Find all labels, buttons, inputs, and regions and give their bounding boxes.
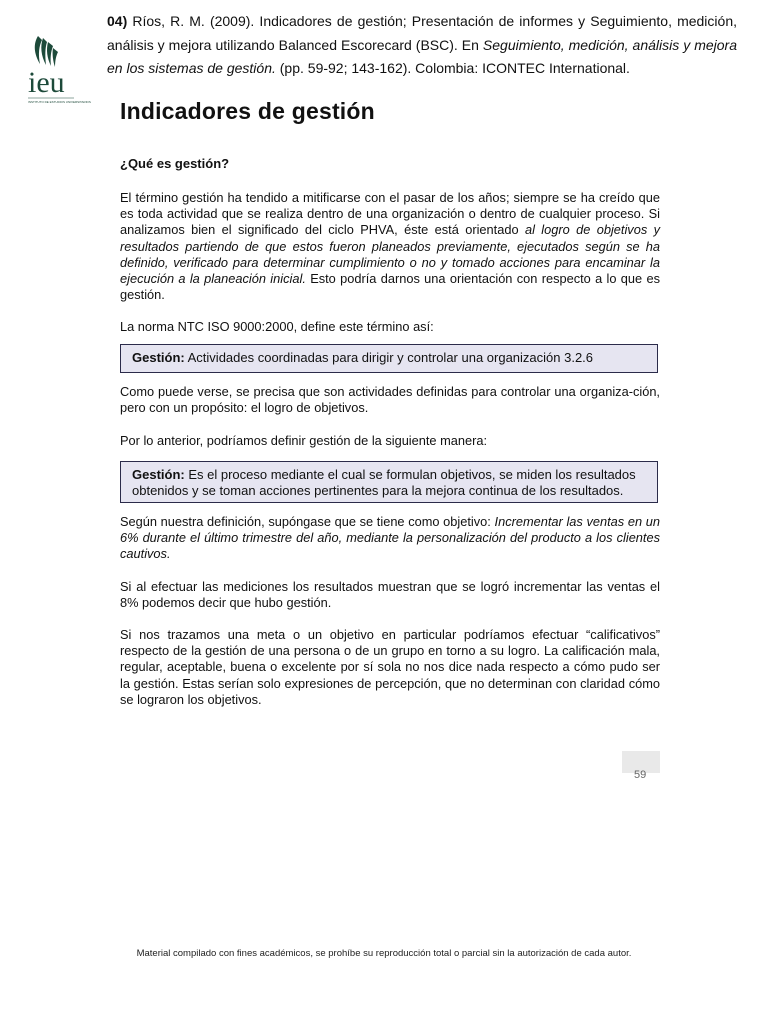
definition-text: Actividades coordinadas para dirigir y controlar una organización 3.2.6 [184,350,594,365]
citation-text: Ríos, R. M. (2009). Indicadores de gestión; Presentación de informes y Seguimiento, medición, análisis y mejora utilizando Balanced Escorecard (BSC). En [107,13,737,53]
definition-label: Gestión: [132,350,185,365]
definition-text: Es el proceso mediante el cual se formulan objetivos, se miden los resultados obtenidos y se toman acciones pertinentes para la mejora continua de los resultados. [132,467,636,498]
citation-pages: (pp. 59-92; 143-162). Colombia: ICONTEC International. [275,60,630,76]
citation-title: Seguimiento, medición, análisis y mejora en los sistemas de gestión. [107,36,737,76]
page-title: Indicadores de gestión [120,98,375,124]
footer-notice: Material compilado con fines académicos, se prohíbe su reproducción total o parcial sin la autorización de cada autor. [136,948,632,959]
page-number: 59 [634,769,647,781]
paragraph-emphasis: al logro de objetivos y resultados partiendo de que estos fueron planeados previamente, ejecutados según se ha definido, verificado para determinar cumplimiento o no y tomado acciones para encaminar la ejecución a la planeación inicial. [120,222,660,287]
paragraph-lead-in: Por lo anterior, podríamos definir gestión de la siguiente manera: [120,433,488,448]
paragraph-gestion-definition [120,190,660,303]
logo-wordmark: ieu [28,66,65,99]
ieu-logo-mark [24,34,91,114]
ieu-logo [24,34,91,114]
paragraph-text: Según nuestra definición, supóngase que se tiene como objetivo: [120,514,495,529]
section-heading: ¿Qué es gestión? [120,156,230,171]
paragraph-iso-norm: La norma NTC ISO 9000:2000, define este término así: [120,319,434,334]
logo-tagline: INSTITUTO DE ESTUDIOS UNIVERSITARIOS [28,100,91,104]
definition-label: Gestión: [132,467,185,482]
reference-citation [107,10,737,81]
paragraph-objective-example [120,514,660,563]
page-number-tab [622,751,660,781]
paragraph-text: Esto podría darnos una orientación con respecto a lo que es gestión. [120,271,660,303]
definition-box-own [120,461,658,503]
paragraph-text: El término gestión ha tendido a mitificarse con el pasar de los años; siempre se ha creído que es toda actividad que se realiza dentro de una organización o dentro de cualquier proceso. Si analizamos bien el significado del ciclo PHVA, éste está orientado [120,190,660,238]
citation-number: 04) [107,13,128,29]
paragraph-explanation: Como puede verse, se precisa que son actividades definidas para controlar una organiza-ción, pero con un propósito: el logro de objetivos. [120,384,660,416]
definition-box-iso [120,344,658,373]
paragraph-qualifiers: Si nos trazamos una meta o un objetivo en particular podríamos efectuar “calificativos” respecto de la gestión de una persona o de un grupo en torno a su logro. La calificación mala, regular, aceptable, buena o excelente por sí sola no nos dice nada respecto a cómo pudo ser la gestión. Estas serían solo expresiones de percepción, que no determinan con claridad cómo se lograron los objetivos. [120,627,660,707]
paragraph-measurement: Si al efectuar las mediciones los resultados muestran que se logró incrementar las ventas el 8% podemos decir que hubo gestión. [120,579,660,611]
paragraph-emphasis: Incrementar las ventas en un 6% durante el último trimestre del año, mediante la personalización del producto a los clientes cautivos. [120,514,660,562]
